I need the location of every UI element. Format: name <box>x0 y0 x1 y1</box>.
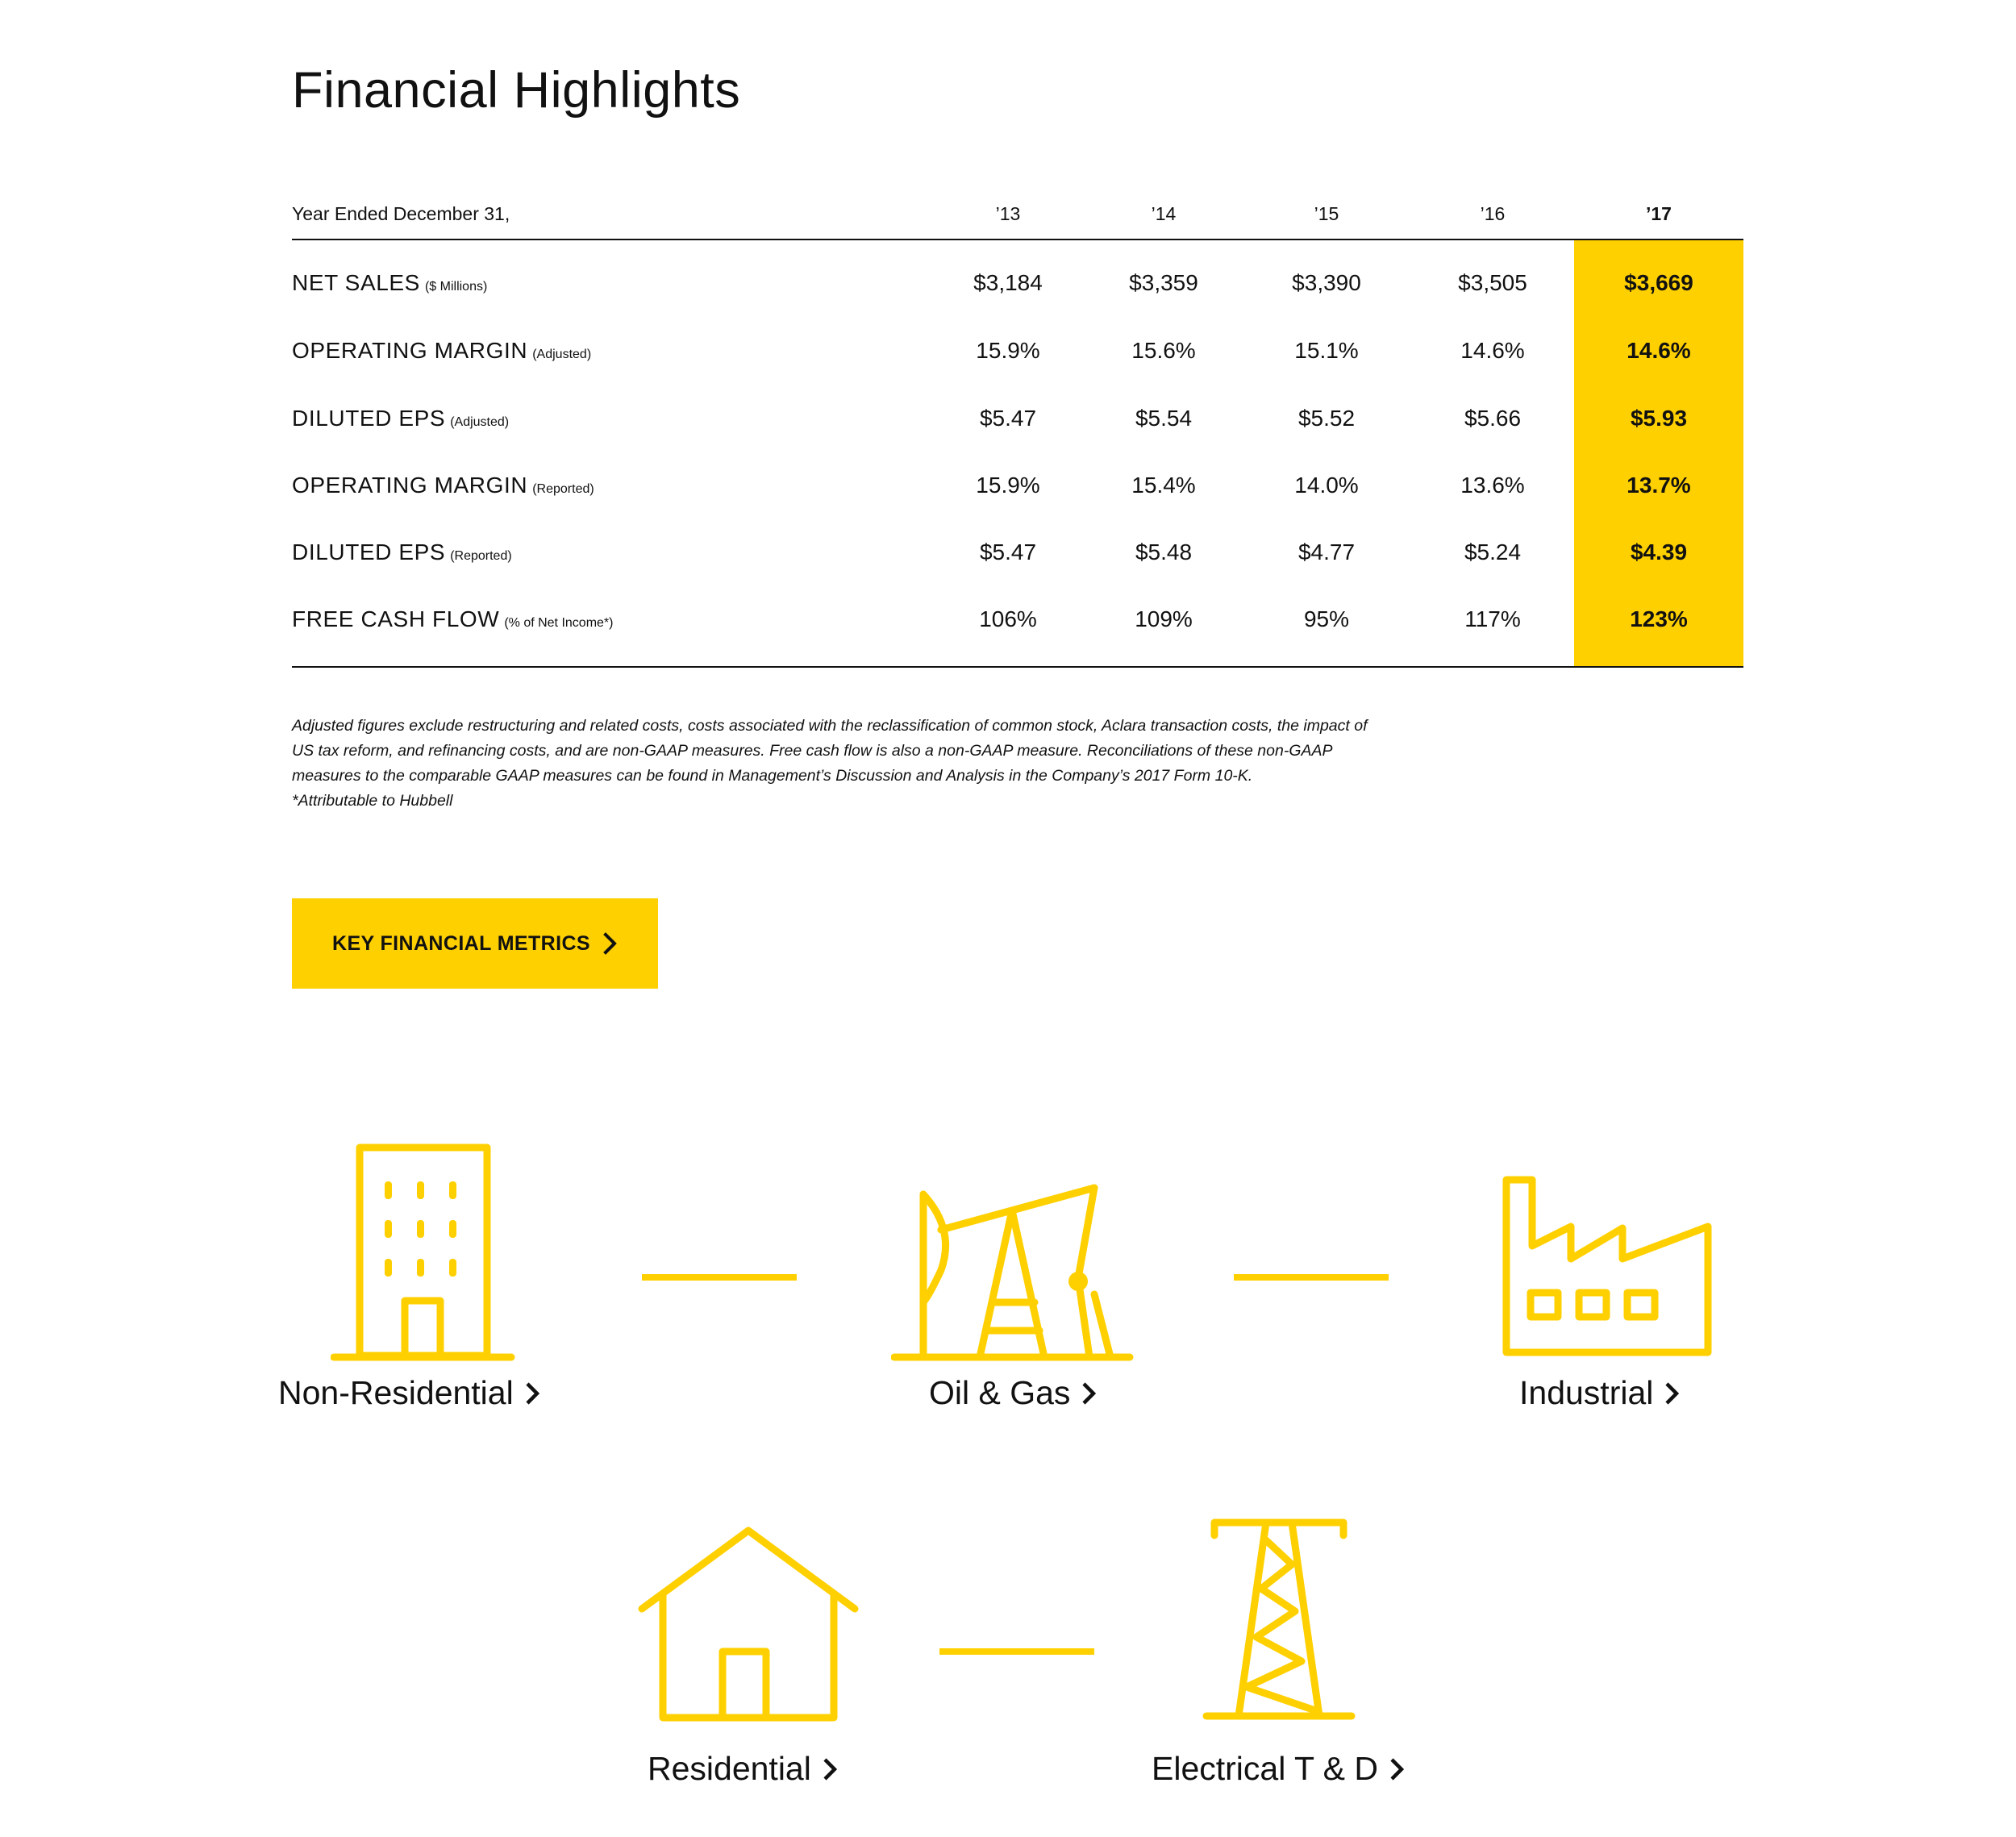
table-cell: $5.66 <box>1464 406 1522 431</box>
table-cell: $3,184 <box>973 270 1043 295</box>
office-building-icon <box>331 1141 516 1367</box>
chevron-right-icon <box>525 1381 539 1406</box>
row-label-note: (Reported) <box>532 482 594 496</box>
row-label-note: (% of Net Income*) <box>504 616 614 630</box>
table-cell: $3,390 <box>1292 270 1361 295</box>
market-label: Electrical T & D <box>1152 1750 1379 1787</box>
table-cell-highlight: $5.93 <box>1630 406 1688 431</box>
row-label-note: ($ Millions) <box>424 280 488 294</box>
table-cell: $4.77 <box>1297 539 1356 564</box>
table-cell-highlight: $4.39 <box>1630 539 1688 564</box>
connector-dash <box>939 1648 1094 1655</box>
table-top-rule <box>292 239 1743 240</box>
button-label: KEY FINANCIAL METRICS <box>332 931 590 955</box>
table-cell: 15.9% <box>976 338 1040 363</box>
table-cell-highlight: 14.6% <box>1627 338 1691 363</box>
market-label: Residential <box>648 1750 811 1787</box>
connector-dash <box>642 1274 797 1281</box>
transmission-tower-icon <box>1202 1516 1359 1730</box>
row-label-operating-margin-adjusted <box>292 338 591 364</box>
row-label-text: DILUTED EPS <box>292 539 446 564</box>
row-label-note: (Adjusted) <box>450 415 510 429</box>
table-cell: $3,359 <box>1129 270 1198 295</box>
key-financial-metrics-button[interactable] <box>292 898 658 989</box>
chevron-right-icon <box>1664 1381 1679 1406</box>
table-cell: 95% <box>1303 606 1350 631</box>
table-cell: 13.6% <box>1460 473 1525 498</box>
table-cell: $5.24 <box>1464 539 1522 564</box>
market-link-electrical-td[interactable] <box>1152 1750 1404 1788</box>
market-link-residential[interactable] <box>648 1750 837 1788</box>
row-label-diluted-eps-reported <box>292 539 512 565</box>
table-cell: $5.47 <box>979 406 1037 431</box>
footnote-text: Adjusted figures exclude restructuring and related costs, costs associated with the reclassification of common stock, Aclara transaction costs, the impact of US tax reform, and refinancing costs, and are non-GAAP measures. Free cash flow is also a non-GAAP measure. Reconciliations of these non-GAAP measures to the comparable GAAP measures can be found in Management’s Discussion and Analysis in the Company’s 2017 Form 10-K. <box>292 717 1368 785</box>
table-cell: 15.4% <box>1131 473 1196 498</box>
table-cell-highlight: 13.7% <box>1627 473 1691 498</box>
table-bottom-rule <box>292 666 1743 668</box>
market-link-industrial[interactable] <box>1519 1374 1679 1412</box>
house-icon <box>637 1524 863 1730</box>
table-header-label: Year Ended December 31, <box>292 203 510 224</box>
page-title: Financial Highlights <box>292 62 741 119</box>
year-header-15: ’15 <box>1314 203 1339 224</box>
market-link-non-residential[interactable] <box>278 1374 539 1412</box>
row-label-net-sales <box>292 270 487 296</box>
row-label-diluted-eps-adjusted <box>292 406 509 431</box>
table-cell-highlight: $3,669 <box>1624 270 1693 295</box>
table-cell: $5.47 <box>979 539 1037 564</box>
row-label-text: FREE CASH FLOW <box>292 606 500 631</box>
table-cell: 14.6% <box>1460 338 1525 363</box>
market-label: Non-Residential <box>278 1374 514 1411</box>
year-header-13: ’13 <box>995 203 1021 224</box>
chevron-right-icon <box>1081 1381 1096 1406</box>
row-label-text: DILUTED EPS <box>292 406 446 431</box>
market-link-oil-gas[interactable] <box>929 1374 1096 1412</box>
oil-pumpjack-icon <box>891 1181 1141 1367</box>
table-cell: 106% <box>979 606 1037 631</box>
table-cell: 14.0% <box>1294 473 1359 498</box>
row-label-note: (Adjusted) <box>532 348 592 361</box>
chevron-right-icon <box>603 932 618 955</box>
table-cell: 15.1% <box>1294 338 1359 363</box>
connector-dash <box>1234 1274 1389 1281</box>
row-label-text: OPERATING MARGIN <box>292 338 528 363</box>
footnote <box>292 714 1389 814</box>
table-cell-highlight: 123% <box>1630 606 1688 631</box>
factory-icon <box>1500 1173 1722 1363</box>
chevron-right-icon <box>823 1757 837 1781</box>
table-cell: $5.48 <box>1135 539 1193 564</box>
row-label-note: (Reported) <box>450 549 512 563</box>
table-cell: $5.54 <box>1135 406 1193 431</box>
row-label-operating-margin-reported <box>292 473 594 498</box>
year-header-17: ’17 <box>1646 203 1672 224</box>
market-label: Industrial <box>1519 1374 1654 1411</box>
table-cell: 15.9% <box>976 473 1040 498</box>
table-cell: $3,505 <box>1458 270 1527 295</box>
highlight-column <box>1574 239 1743 666</box>
row-label-text: NET SALES <box>292 270 420 295</box>
table-cell: 109% <box>1135 606 1193 631</box>
chevron-right-icon <box>1389 1757 1404 1781</box>
row-label-free-cash-flow <box>292 606 613 632</box>
footnote-asterisk: *Attributable to Hubbell <box>292 792 453 810</box>
table-cell: $5.52 <box>1297 406 1356 431</box>
row-label-text: OPERATING MARGIN <box>292 473 528 498</box>
table-cell: 117% <box>1464 606 1521 631</box>
table-cell: 15.6% <box>1131 338 1196 363</box>
year-header-16: ’16 <box>1480 203 1506 224</box>
market-label: Oil & Gas <box>929 1374 1071 1411</box>
year-header-14: ’14 <box>1151 203 1177 224</box>
